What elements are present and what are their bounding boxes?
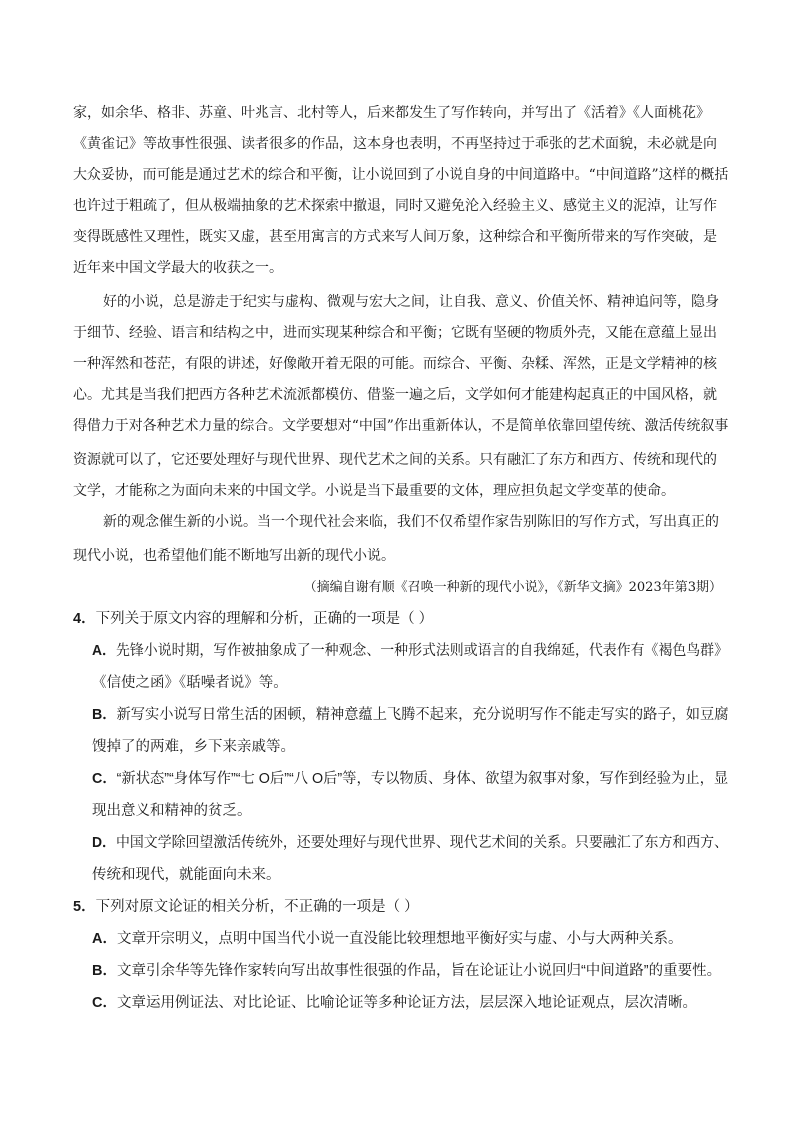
option-letter: C． xyxy=(92,995,117,1011)
question-stem xyxy=(73,897,419,917)
question-text: 下列关于原文内容的理解和分析，正确的一项是（ ） xyxy=(95,611,434,627)
option-letter: B． xyxy=(92,707,117,723)
option-4c-continued: 现出意义和精神的贫乏。 xyxy=(92,803,252,819)
option-text: 中国文学除回望激活传统外，还要处理好与现代世界、现代艺术间的关系。只要融汇了东方和西方、 xyxy=(115,835,729,851)
option-5c[interactable] xyxy=(92,993,697,1013)
option-4c[interactable] xyxy=(92,769,728,789)
passage-line: 现代小说，也希望他们能不断地写出新的现代小说。 xyxy=(73,548,395,564)
option-text: “新状态”“身体写作”“七 O后”“八 O后”等，专以物质、身体、欲望为叙事对象，写作到经验为止，显 xyxy=(116,771,729,787)
passage-line: 心。尤其是当我们把西方各种艺术流派都模仿、借鉴一遍之后，文学如何才能建构起真正的中国风格，就 xyxy=(73,387,717,403)
option-5b[interactable] xyxy=(92,961,721,981)
passage-line: 资源就可以了，它还要处理好与现代世界、现代艺术之间的关系。只有融汇了东方和西方、传统和现代的 xyxy=(73,452,717,468)
option-4d[interactable] xyxy=(92,833,728,853)
passage-line: 《黄雀记》等故事性很强、读者很多的作品，这本身也表明，不再坚持过于乖张的艺术面貌，未必就是向 xyxy=(73,136,717,152)
passage-line: 得借力于对各种艺术力量的综合。文学要想对“中国”作出重新体认，不是简单依靠回望传统、激活传统叙事 xyxy=(73,418,729,434)
option-4b[interactable] xyxy=(92,705,728,725)
passage-line: 近年来中国文学最大的收获之一。 xyxy=(73,260,283,276)
option-4d-continued: 传统和现代，就能面向未来。 xyxy=(92,867,281,883)
passage-line: 家，如余华、格非、苏童、叶兆言、北村等人，后来都发生了写作转向，并写出了《活着》《人面桃花》 xyxy=(73,105,710,121)
option-letter: B． xyxy=(92,963,117,979)
passage-line: 大众妥协，而可能是通过艺术的综合和平衡，让小说回到了小说自身的中间道路中。“中间道路”这样的概括 xyxy=(73,167,729,183)
option-4a-continued: 《信使之函》《聒噪者说》等。 xyxy=(92,675,288,691)
question-number: 4． xyxy=(73,611,96,627)
passage-source: （摘编自谢有顺《召唤一种新的现代小说》，《新华文摘》2023年第3期） xyxy=(303,580,722,595)
option-letter: A． xyxy=(92,931,117,947)
passage-line: 于细节、经验、语言和结构之中，进而实现某种综合和平衡；它既有坚硬的物质外壳，又能在意蕴上显出 xyxy=(73,325,717,341)
option-text: 文章开宗明义，点明中国当代小说一直没能比较理想地平衡好实与虚、小与大两种关系。 xyxy=(116,931,683,947)
option-letter: A． xyxy=(92,643,116,659)
passage-line: 一种浑然和苍茫，有限的讲述，好像敞开着无限的可能。而综合、平衡、杂糅、浑然，正是文学精神的核 xyxy=(73,356,717,372)
question-text: 下列对原文论证的相关分析，不正确的一项是（ ） xyxy=(95,899,419,915)
option-text: 文章引余华等先锋作家转向写出故事性很强的作品，旨在论证让小说回归“中间道路”的重要性。 xyxy=(116,963,722,979)
option-4b-continued: 馊掉了的两难，乡下来亲戚等。 xyxy=(92,739,295,755)
option-letter: D． xyxy=(92,835,116,851)
option-letter: C． xyxy=(92,771,117,787)
option-5a[interactable] xyxy=(92,929,682,949)
option-text: 文章运用例证法、对比论证、比喻论证等多种论证方法，层层深入地论证观点，层次清晰。 xyxy=(116,995,697,1011)
option-text: 先锋小说时期，写作被抽象成了一种观念、一种形式法则或语言的自我绵延，代表作有《褐色鸟群》 xyxy=(115,643,729,659)
passage-line: 新的观念催生新的小说。当一个现代社会来临，我们不仅希望作家告别陈旧的写作方式，写出真正的 xyxy=(103,514,719,530)
question-number: 5． xyxy=(73,899,96,915)
passage-line: 变得既感性又理性，既实又虚，甚至用寓言的方式来写人间万象，这种综合和平衡所带来的写作突破，是 xyxy=(73,229,717,245)
passage-line: 好的小说，总是游走于纪实与虚构、微观与宏大之间，让自我、意义、价值关怀、精神追问等，隐身 xyxy=(103,294,719,310)
passage-line: 也许过于粗疏了，但从极端抽象的艺术探索中撤退，同时又避免沦入经验主义、感觉主义的泥淖，让写作 xyxy=(73,198,717,214)
question-stem xyxy=(73,609,433,629)
passage-line: 文学，才能称之为面向未来的中国文学。小说是当下最重要的文体，理应担负起文学变革的使命。 xyxy=(73,483,675,499)
option-4a[interactable] xyxy=(92,641,728,661)
option-text: 新写实小说写日常生活的困顿，精神意蕴上飞腾不起来，充分说明写作不能走写实的路子，如豆腐 xyxy=(116,707,729,723)
